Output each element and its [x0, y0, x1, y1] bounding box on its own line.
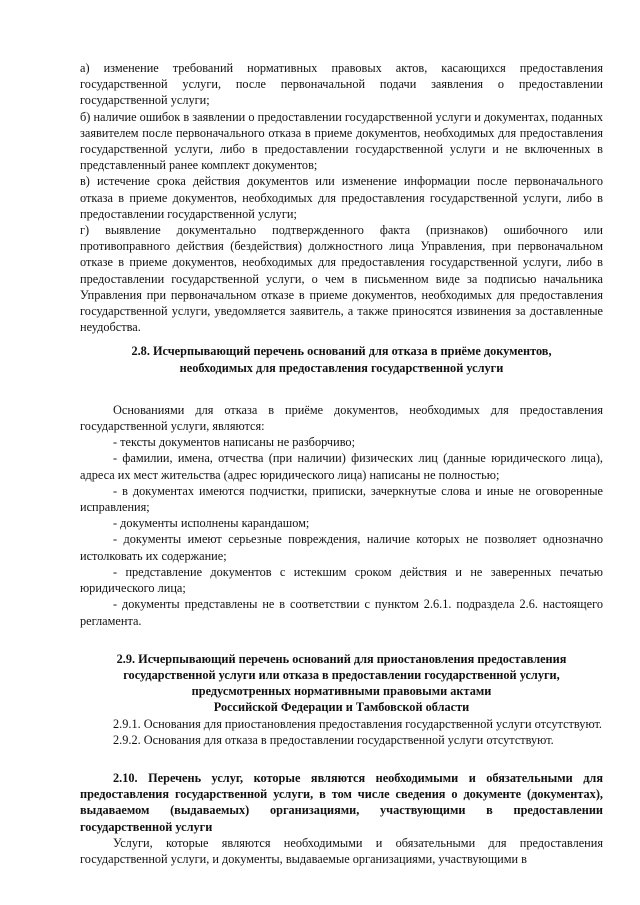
section-2-8-intro: Основаниями для отказа в приёме документов, необходимых для предоставления государственной услуги, являются: [80, 402, 603, 434]
section-2-9-1: 2.9.1. Основания для приостановления предоставления государственной услуги отсутствуют. [113, 716, 602, 731]
section-2-9-2: 2.9.2. Основания для отказа в предоставлении государственной услуги отсутствуют. [113, 732, 554, 747]
section-2-8-item: - в документах имеются подчистки, приписки, зачеркнутые слова и иные не оговоренные исправления; [80, 483, 603, 515]
section-2-8-item: - документы представлены не в соответствии с пунктом 2.6.1. подраздела 2.6. настоящего регламента. [80, 597, 603, 628]
section-2-8-item: - документы имеют серьезные повреждения, наличие которых не позволяет однозначно истолковать их содержание; [80, 532, 603, 563]
section-2-10-title: 2.10. Перечень услуг, которые являются необходимыми и обязательными для предоставления государственной услуги, в том числе сведения о документе (документах), выдаваемом (выдаваемых) организациями, участвующими в предоставлении государственной услуги [80, 770, 603, 834]
paragraph-a: а) изменение требований нормативных правовых актов, касающихся предоставления государственной услуги, после первоначальной подачи заявления о предоставлении государственной услуги; [80, 61, 603, 108]
section-2-8-item: - представление документов с истекшим сроком действия и не заверенных печатью юридического лица; [80, 564, 603, 596]
section-2-8-item: - тексты документов написаны не разборчиво; [113, 435, 355, 450]
section-2-9-title-line: предусмотренных нормативными правовыми актами [191, 684, 492, 699]
section-2-8-item: - документы исполнены карандашом; [113, 516, 310, 531]
section-2-9-title-line: государственной услуги или отказа в предоставлении государственной услуги, [123, 667, 560, 682]
paragraph-g: г) выявление документально подтвержденного факта (признаков) ошибочного или противоправного действия (бездействия) должностного лица Управления, при первоначальном отказе в приеме документов, необходимых для предоставления государственной услуги, либо в предоставлении государственной услуги, о чем в письменном виде за подписью начальника Управления при первоначальном отказе в приеме документов, необходимых для предоставления государственной услуги, уведомляется заявитель, а также приносятся извинения за доставленные неудобства. [80, 223, 603, 335]
section-2-9-title-line: Российской Федерации и Тамбовской области [213, 700, 470, 715]
section-2-8-title: 2.8. Исчерпывающий перечень оснований для отказа в приёме документов, необходимых для предоставления государственной услуги [131, 344, 552, 375]
section-2-10-p1: Услуги, которые являются необходимыми и обязательными для предоставления государственной услуги, и документы, выдаваемые организациями, участвующими в [80, 835, 603, 866]
section-2-8-item: - фамилии, имена, отчества (при наличии) физических лиц (данные юридического лица), адреса их мест жительства (адрес юридического лица) написаны не полностью; [80, 451, 603, 482]
paragraph-b: б) наличие ошибок в заявлении о предоставлении государственной услуги и документах, поданных заявителем после первоначального отказа в приеме документов, необходимых для предоставления государственной услуги, либо в предоставлении государственной услуги и не включенных в представленный ранее комплект документов; [80, 109, 603, 173]
paragraph-v: в) истечение срока действия документов или изменение информации после первоначального отказа в приеме документов, необходимых для предоставления государственной услуги, либо в предоставлении государственной услуги; [80, 174, 603, 221]
document-page [80, 60, 603, 867]
section-2-9-title-line: 2.9. Исчерпывающий перечень оснований для приостановления предоставления [116, 651, 567, 666]
